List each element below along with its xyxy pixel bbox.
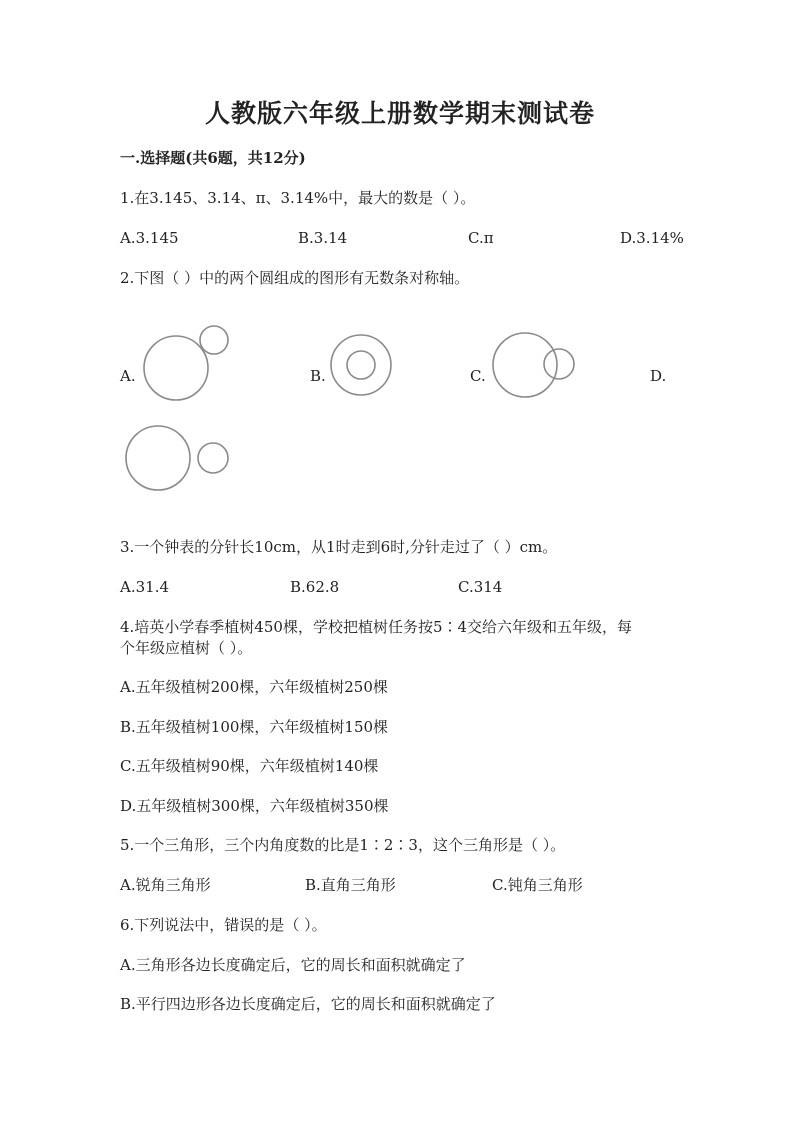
question-6-option-b: B.平行四边形各边长度确定后，它的周长和面积就确定了: [120, 995, 496, 1013]
question-3-option-b: B.62.8: [290, 578, 340, 596]
question-1-option-c: C.π: [468, 229, 494, 247]
question-2-option-a: A.: [120, 367, 136, 385]
question-3-option-c: C.314: [458, 578, 503, 596]
figure-a-circles: [140, 322, 235, 402]
question-5-option-b: B.直角三角形: [305, 876, 396, 894]
question-1-option-b: B.3.14: [298, 229, 348, 247]
figure-a-large-circle: [144, 336, 208, 400]
question-3-option-a: A.31.4: [120, 578, 169, 596]
question-2-option-c: C.: [470, 367, 486, 385]
figure-d-circles: [124, 422, 234, 494]
figure-c-large-circle: [493, 333, 557, 397]
question-4-option-b: B.五年级植树100棵，六年级植树150棵: [120, 718, 389, 736]
figure-d-small-circle: [198, 443, 228, 473]
question-2-stem: 2.下图（ ）中的两个圆组成的图形有无数条对称轴。: [120, 269, 470, 287]
question-1-option-d: D.3.14%: [620, 229, 684, 247]
question-2-option-b: B.: [310, 367, 326, 385]
figure-b-inner-circle: [347, 351, 375, 379]
figure-d-large-circle: [126, 426, 190, 490]
question-4-option-a: A.五年级植树200棵，六年级植树250棵: [120, 678, 388, 696]
figure-b-circles: [326, 330, 396, 400]
question-4-stem-line2: 个年级应植树（ ）。: [120, 639, 253, 657]
question-6-option-a: A.三角形各边长度确定后，它的周长和面积就确定了: [120, 956, 466, 974]
question-5-option-a: A.锐角三角形: [120, 876, 211, 894]
figure-b-outer-circle: [331, 335, 391, 395]
figure-c-circles: [490, 330, 580, 400]
question-6-stem: 6.下列说法中，错误的是（ ）。: [120, 916, 327, 934]
question-1-stem: 1.在3.145、3.14、π、3.14%中，最大的数是（ ）。: [120, 189, 476, 207]
question-5-stem: 5.一个三角形，三个内角度数的比是1∶2∶3，这个三角形是（ ）。: [120, 836, 566, 854]
figure-c-small-circle: [544, 349, 574, 379]
question-4-option-c: C.五年级植树90棵，六年级植树140棵: [120, 757, 379, 775]
question-3-stem: 3.一个钟表的分针长10cm，从1时走到6时,分针走过了（ ）cm。: [120, 538, 558, 556]
question-5-option-c: C.钝角三角形: [492, 876, 583, 894]
question-1-option-a: A.3.145: [120, 229, 179, 247]
question-2-option-d: D.: [650, 367, 667, 385]
figure-a-small-circle: [200, 326, 228, 354]
page-title: 人教版六年级上册数学期末测试卷: [204, 99, 595, 128]
question-4-stem-line1: 4.培英小学春季植树450棵，学校把植树任务按5∶4交给六年级和五年级，每: [120, 618, 633, 636]
section-heading: 一.选择题(共6题，共12分): [120, 149, 306, 167]
question-4-option-d: D.五年级植树300棵，六年级植树350棵: [120, 797, 389, 815]
